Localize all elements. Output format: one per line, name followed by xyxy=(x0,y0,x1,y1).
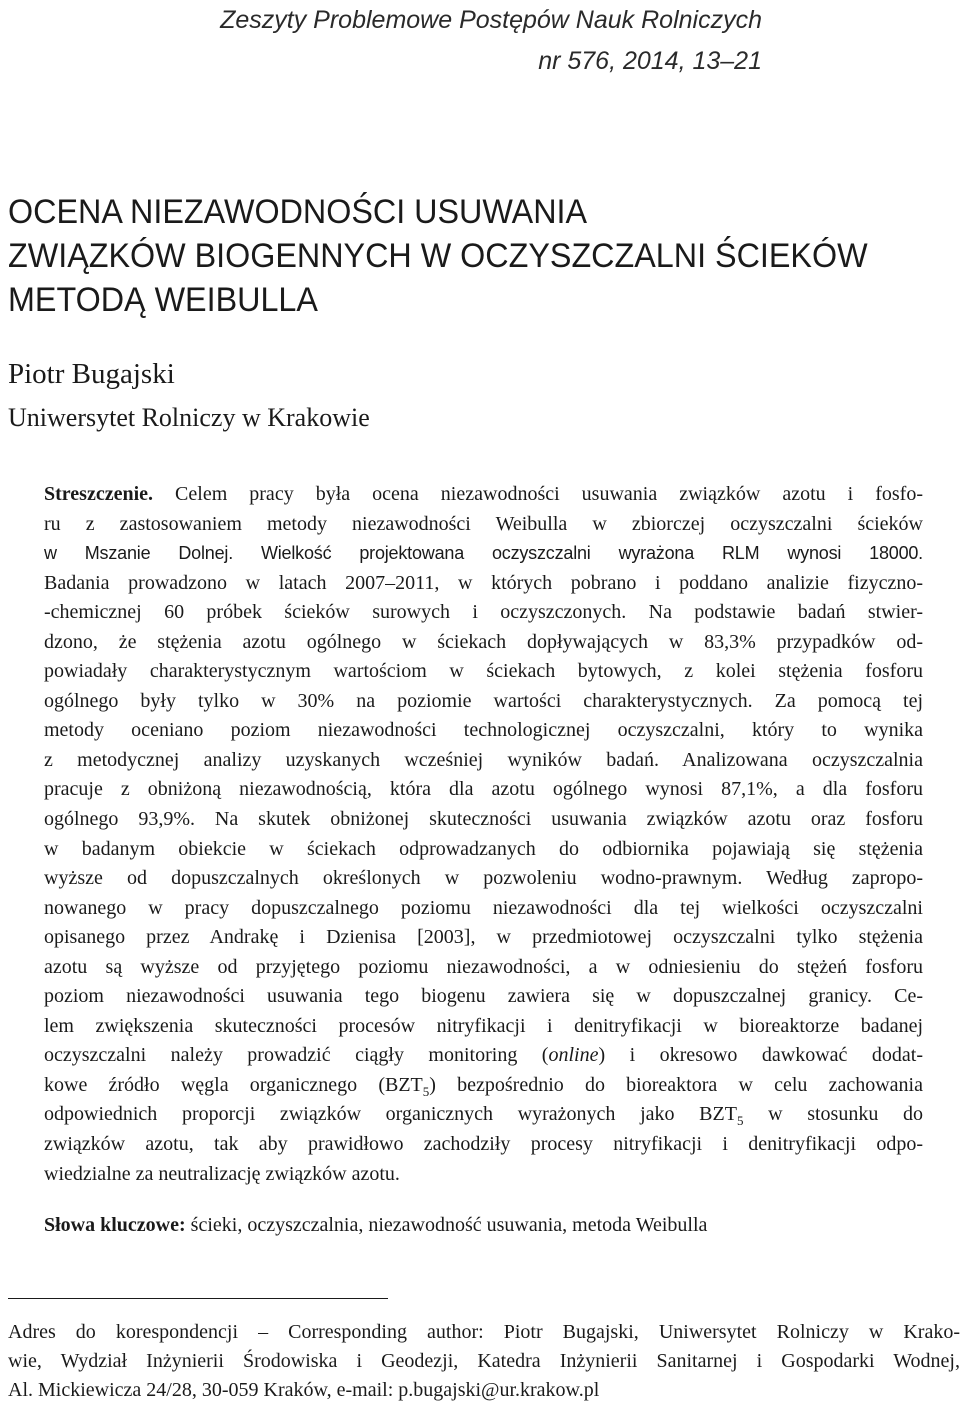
footnote-line: Al. Mickiewicza 24/28, 30-059 Kraków, e-mail: p.bugajski@ur.krakow.pl xyxy=(8,1379,600,1401)
footnote-line: wie, Wydział Inżynierii Środowiska i Geodezji, Katedra Inżynierii Sanitarnej i Gospodarki Wodnej, xyxy=(8,1350,960,1372)
abstract-text: w Mszanie Dolnej. Wielkość projektowana oczyszczalni wyrażona RLM wynosi 18000. xyxy=(44,543,923,564)
abstract-label: Streszczenie. xyxy=(44,483,154,505)
abstract-line: azotu są wyższe od przyjętego poziomu niezawodności, a w odniesieniu do stężeń fosforu xyxy=(44,955,923,978)
abstract-line: związków azotu, tak aby prawidłowo zachodziły procesy nitryfikacji i denitryfikacji odpo- xyxy=(44,1133,923,1156)
subscript: 5 xyxy=(422,1083,430,1099)
abstract-line: powiadały charakterystycznym wartościom w ściekach bytowych, z kolei stężenia fosforu xyxy=(44,660,923,683)
abstract-line: nowanego w pracy dopuszczalnego poziomu niezawodności dla tej wielkości oczyszczalni xyxy=(44,896,923,919)
author-name: Piotr Bugajski xyxy=(8,358,175,390)
title-line-2: ZWIĄZKÓW BIOGENNYCH W OCZYSZCZALNI ŚCIEKÓW xyxy=(8,237,868,275)
abstract-line: opisanego przez Andrakę i Dzienisa [2003], w przedmiotowej oczyszczalni tylko stężenia xyxy=(44,926,923,949)
abstract-italic-text: online xyxy=(548,1044,599,1067)
abstract-line: poziom niezawodności usuwania tego biogenu zawiera się w dopuszczalnej granicy. Ce- xyxy=(44,985,923,1008)
abstract-line xyxy=(44,1071,923,1101)
title-line-1: OCENA NIEZAWODNOŚCI USUWANIA xyxy=(8,193,588,231)
journal-header xyxy=(220,0,762,82)
abstract-line xyxy=(44,1100,923,1130)
abstract-line: wiedzialne za neutralizację związków azotu. xyxy=(44,1162,400,1185)
abstract-line: z metodycznej analizy uzyskanych wcześniej wyników badań. Analizowana oczyszczalnia xyxy=(44,748,923,771)
abstract-line xyxy=(44,1041,923,1071)
footnote-line: Adres do korespondencji – Corresponding author: Piotr Bugajski, Uniwersytet Rolniczy w Krako- xyxy=(8,1321,960,1343)
abstract-text: odpowiednich proporcji związków organicznych wyrażonych jako BZT xyxy=(44,1103,737,1126)
abstract-line xyxy=(44,480,923,510)
keywords-text: ścieki, oczyszczalnia, niezawodność usuwania, metoda Weibulla xyxy=(185,1214,708,1236)
abstract-text: ) i okresowo dawkować dodat- xyxy=(598,1044,923,1067)
footnote-divider xyxy=(8,1298,388,1299)
abstract-line: lem zwiększenia skuteczności procesów nitryfikacji i denitryfikacji w bioreaktorze badanej xyxy=(44,1014,923,1037)
abstract-line: ogólnego były tylko w 30% na poziomie wartości charakterystycznych. Za pomocą tej xyxy=(44,689,923,712)
abstract-text: oczyszczalni należy prowadzić ciągły monitoring ( xyxy=(44,1044,549,1067)
abstract-line: wyższe od dopuszczalnych określonych w pozwoleniu wodno-prawnym. Według zapropo- xyxy=(44,867,923,890)
abstract-line: Badania prowadzono w latach 2007–2011, w których pobrano i poddano analizie fizyczno- xyxy=(44,571,923,594)
abstract xyxy=(44,480,923,1189)
abstract-line: dzono, że stężenia azotu ogólnego w ściekach dopływających w 83,3% przypadków od- xyxy=(44,630,923,653)
keywords-label: Słowa kluczowe: xyxy=(44,1214,186,1236)
abstract-line: w badanym obiekcie w ściekach odprowadzanych do odbiornika pojawiają się stężenia xyxy=(44,837,923,860)
correspondence-footnote xyxy=(8,1318,960,1405)
abstract-line: pracuje z obniżoną niezawodnością, która dla azotu ogólnego wynosi 87,1%, a dla fosforu xyxy=(44,778,923,801)
abstract-text: Celem pracy była ocena niezawodności usuwania związków azotu i fosfo- xyxy=(153,483,923,505)
abstract-text: kowe źródło węgla organicznego (BZT xyxy=(44,1073,423,1096)
title-line-3: METODĄ WEIBULLA xyxy=(8,281,318,319)
journal-issue: nr 576, 2014, 13–21 xyxy=(538,47,762,75)
abstract-text: ) bezpośrednio do bioreaktora w celu zachowania xyxy=(429,1073,923,1096)
journal-name: Zeszyty Problemowe Postępów Nauk Rolniczych xyxy=(220,6,762,34)
subscript: 5 xyxy=(736,1113,744,1129)
abstract-line: -chemicznej 60 próbek ścieków surowych i oczyszczonych. Na podstawie badań stwier- xyxy=(44,601,923,624)
abstract-text: w stosunku do xyxy=(743,1103,923,1126)
abstract-line: ogólnego 93,9%. Na skutek obniżonej skuteczności usuwania związków azotu oraz fosforu xyxy=(44,808,923,831)
keywords xyxy=(44,1210,707,1240)
abstract-line xyxy=(44,539,923,569)
abstract-line: ru z zastosowaniem metody niezawodności Weibulla w zbiorczej oczyszczalni ścieków xyxy=(44,512,923,535)
author-affiliation: Uniwersytet Rolniczy w Krakowie xyxy=(8,403,370,432)
article-title xyxy=(8,190,868,322)
abstract-line: metody oceniano poziom niezawodności technologicznej oczyszczalni, który to wynika xyxy=(44,719,923,742)
